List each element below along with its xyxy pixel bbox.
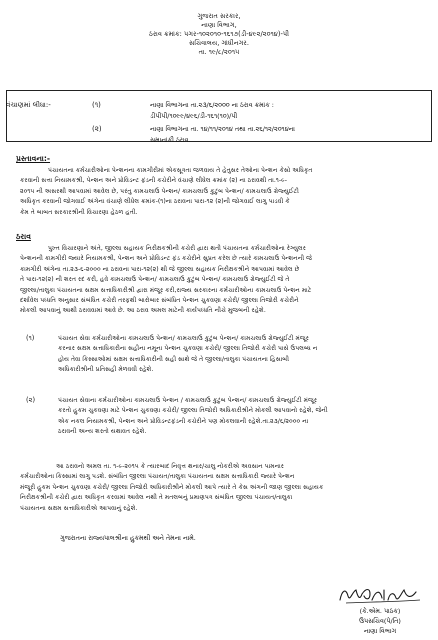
header-date: તા. ૧૯/૮/૨૦૧૫	[198, 48, 240, 56]
document-header	[0, 12, 438, 57]
final-paragraph	[20, 462, 430, 514]
header-resolution-number: ઠરાવ ક્રમાંક: પગર-૧૦૨૦૧૦-૧૬૧૭(ડી-૪૯૨/૨૦૧૪)-પી	[148, 30, 290, 38]
resolution-line: દર્શાવેલ પધ્ધતિ અનુસાર સંબંધિત કચેરી તરફથી બારોબાર સંબંધિત પેન્શન ચુકવણા કચેરી/ જીલ્લા તિજોરી કચેરીને	[20, 297, 299, 305]
resolution-paragraph	[20, 244, 430, 317]
point-line: હોય તેવા કિસ્સાઓમાં સક્ષમ સત્તાધિકારીની સહી સાથે જે તે જીલ્લા/તાલુકા પંચાયતના હિસાબી	[58, 355, 289, 363]
preamble-line: ૨૦૧૫ ની અસરથી આપવામાં આવેલ છે, પરંતુ કામચલાઉ પેન્શન/ કામચલાઉ કુટુંબ પેન્શન/ કામચલાઉ ગ્રેજ્યુઈટી	[20, 187, 299, 195]
preamble-line: પંચાયતના કર્મચારીઓના પેન્શનના કામગીરીમાં એકસૂત્રતા જળવાય તે હેતુસર તેઓના પેન્શન કેસો અધિકૃત	[48, 167, 313, 174]
preamble-paragraph	[20, 166, 430, 218]
final-line: કર્મચારીઓના કિસ્સામાં લાગુ પડશે. સંબંધિત જીલ્લા પંચાયત/તાલુકા પંચાયતના સક્ષમ સત્તાધિકારી જ્યારે પેન્શન	[20, 473, 295, 481]
resolution-line: પેન્શનની કામગીરી જ્યારે નિયામકશ્રી, પેન્શન અને પ્રોવિડન્ટ ફંડ કચેરીને સુપ્રત કરેલ છે ત્યારે કામચલાઉ પેન્શનની જે	[20, 255, 312, 263]
resolution-title: ઠરાવ	[16, 232, 31, 241]
preamble-title: પ્રસ્તાવના:-	[16, 154, 51, 163]
point-1-number: (૧)	[26, 334, 35, 342]
preamble-line: અધિકૃત કરવાની જોગવાઈ અંગેના વંચાણે લીધેલ ક્રમાંક-(૧)ના ઠરાવના પારા-૧૨ (૨)ની જોગવાઈ લાગુ પાડવી કે	[20, 198, 290, 206]
reference-1-number: (૧)	[92, 101, 101, 109]
header-department: નાણા વિભાગ,	[201, 21, 237, 29]
point-line: એક નકલ નિયામકશ્રી, પેન્શન અને પ્રોવિડન્ટફંડની કચેરીને પણ મોકલવાની રહેશે.તા.૨૩/૬/૨૦૦૦ ના	[58, 417, 309, 425]
resolution-line: તે પારા-૧૨(૨) ની શરત રદ કરી, હવે કામચલાઉ પેન્શન/ કામચલાઉ કુટુંબ પેન્શન/ કામચલાઉ ગ્રેજ્યુઈટી જે તે	[20, 276, 290, 284]
resolution-line: પુખ્ત વિચારણાને અંતે, જીલ્લા સહાયક નિરીક્ષકશ્રીની કચેરી દ્વારા થતી પંચાયતના કર્મચારીઓના રેગ્યુલર	[48, 245, 306, 252]
preamble-line: કરવાની સત્તા નિયામકશ્રી, પેન્શન અને પ્રોવિડન્ટ ફંડની કચેરીને વંચાણે લીધેલ ક્રમાંક (૨) ના ઠરાવથી તા.૧-૯-	[20, 177, 288, 185]
header-government: ગુજરાત સરકાર,	[197, 12, 241, 20]
point-line: કરનાર સક્ષમ સત્તાધિકારીના સહીના નમૂના પેન્શન ચુકવણા કચેરી/ જીલ્લા તિજોરી કચેરી પાસે ઉપલબ્ધ ન	[58, 345, 318, 353]
signatory-department: નાણા વિભાગ	[363, 627, 397, 635]
reference-1-line1: નાણા વિભાગના તા.૨૩/૬/૨૦૦૦ ના ઠરાવ ક્રમાંક :	[150, 101, 274, 109]
signatory-name: (કે.એમ. પાઠક)	[359, 607, 401, 615]
reference-2-line1: નાણા વિભાગના તા. ૧૪/૧૧/૨૦૧૪ તથા તા.૨૬/૧૨/૨૦૧૪ના	[150, 125, 295, 133]
point-line: પંચાયત સેવા કર્મચારીઓના કામચલાઉ પેન્શન/ કામચલાઉ કુટુંબ પેન્શન/ કામચલાઉ ગ્રેજ્યુઈટી મંજૂર	[58, 335, 309, 342]
point-line: કરતો હુકમ ચુકવણા માટે પેન્શન ચુકવણા કચેરી/ જીલ્લા તિજોરી અધિકારીશ્રીને મોકલી આપવાનો રહેશે, જેની	[58, 407, 328, 415]
final-line: નિરીક્ષકશ્રીની કચેરી દ્વારા અધિકૃત કરવામાં આવેલ નથી તે મતલબનું પ્રમાણપત્ર સંબંધિત જીલ્લા પંચાયત/તાલુકા	[20, 494, 293, 502]
resolution-line: મોકલી આપવાનું આથી ઠરાવવામાં આવે છે. આ ઠરાવ અમલ માટેની કાર્યપધ્ધતિ નીચે મુજબની રહેશે.	[20, 307, 266, 315]
final-line: પંચાયતના સક્ષમ સત્તાધિકારીએ આપવાનું રહેશે.	[20, 504, 138, 512]
point-2-number: (૨)	[26, 396, 36, 404]
point-line: અધિકારીશ્રીની પ્રતિસહી મેળવવી રહેશે.	[58, 366, 154, 374]
final-line: આ ઠરાવનો અમલ તા. ૧-૯-૨૦૧૫ કે ત્યારબાદ નિવૃત્ત થનાર/ચાલુ નોકરીએ અવસાન પામનાર	[56, 463, 284, 470]
preamble-line: કેમ તે બાબત સરકારશ્રીની વિચારણા હેઠળ હતી.	[20, 208, 138, 216]
point-2-paragraph	[58, 396, 430, 438]
signatory-designation: ઉપસચિવ(પે/તિ)	[359, 617, 401, 625]
resolution-line: કામગીરી અંગેના તા.૨૩-૬-૨૦૦૦ ના ઠરાવના પારા-૧૨(૨) થી જે જીલ્લા સહાયક નિરીક્ષકશ્રીને આપવામાં આવેલ છે	[20, 265, 300, 273]
reference-2-line2: સમાનાંકી ઠરાવ.	[150, 136, 191, 144]
point-line: ઠરાવની અન્ય શરતો યથાવત રહેશે.	[58, 428, 147, 436]
signature-scrawl-image	[332, 584, 428, 606]
signature-block	[332, 584, 428, 636]
closing-line: ગુજરાતના રાજ્યપાલશ્રીના હુકમથી અને તેમના નામે.	[60, 534, 196, 542]
reference-1-line2: ડીપીપી/૧૦૯૯/૪૯૬/ડી-૧૬૧(૧૦)/પી	[150, 112, 238, 120]
header-address: સચિવાલય, ગાંધીનગર.	[189, 39, 249, 47]
references-label: વંચાણમાં લીધા:-	[6, 101, 51, 109]
final-line: મંજૂરી હુકમ પેન્શન ચુકવણા કચેરી/ જીલ્લા તિજોરી અધિકારીશ્રીને મોકલી આપે ત્યારે તે કેસ અંગની જાણ જીલ્લા સહાયક	[20, 483, 324, 491]
point-1-paragraph	[58, 334, 430, 376]
point-line: પંચાયત સેવાના કર્મચારીઓના કામચલાઉ પેન્શન / કામચલાઉ કુટુંબ પેન્શન/ કામચલાઉ ગ્રેજ્યુઈટી મંજૂર	[58, 397, 318, 404]
reference-2-number: (૨)	[92, 125, 102, 133]
resolution-line: જીલ્લા/તાલુકા પંચાયતના સક્ષમ સત્તાધિકારીશ્રી દ્વારા મંજૂર કરી,રાજ્ય સરકારના કર્મચારીઓના કામચલાઉ પેન્શન માટે	[20, 286, 312, 294]
